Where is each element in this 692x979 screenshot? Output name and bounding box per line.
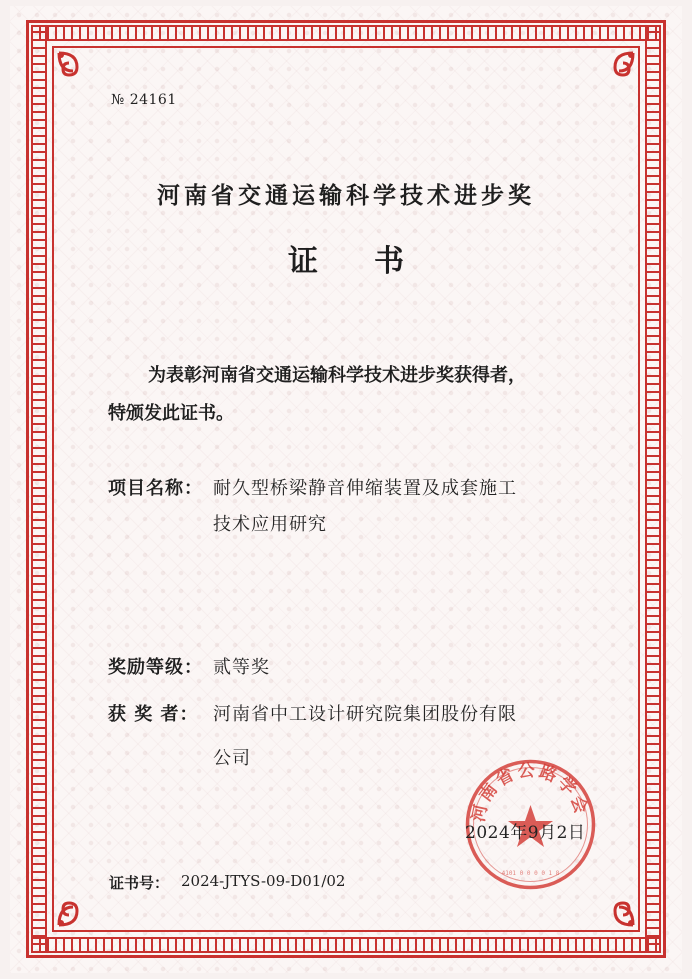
winner-label: 获 奖 者： [108,704,199,725]
award-grade-label: 奖励等级： [108,657,203,678]
winner-line-2: 公司 [213,748,251,769]
serial-number: № 24161 [111,92,177,108]
corner-ornament-top-right [593,49,637,93]
seal-text: 河南省公路学会 [468,760,592,824]
certificate-number-label: 证书号： [109,874,170,892]
project-name-line-2: 技术应用研究 [213,514,327,535]
project-name-label: 项目名称： [108,478,203,499]
certificate-title: 河南省交通运输科学技术进步奖 [157,183,535,209]
greek-border-top [31,25,661,41]
issue-date: 2024年9月2日 [465,823,586,843]
citation-line-1: 为表彰河南省交通运输科学技术进步奖获得者， [148,365,526,386]
citation-line-2: 特颁发此证书。 [108,403,234,424]
greek-border-left [31,25,47,953]
award-grade-value: 贰等奖 [213,657,270,678]
winner-line-1: 河南省中工设计研究院集团股份有限 [213,704,517,725]
certificate-number-value: 2024-JTYS-09-D01/02 [181,872,346,890]
corner-ornament-top-left [55,49,99,93]
certificate-subtitle: 证书 [288,244,460,279]
corner-ornament-bottom-right [593,885,637,929]
corner-ornament-bottom-left [55,885,99,929]
project-name-line-1: 耐久型桥梁静音伸缩装置及成套施工 [213,478,517,499]
svg-text:4101 0 0 0 0 1 8: 4101 0 0 0 0 1 8 [501,870,560,877]
greek-border-bottom [31,937,661,953]
greek-border-right [645,25,661,953]
